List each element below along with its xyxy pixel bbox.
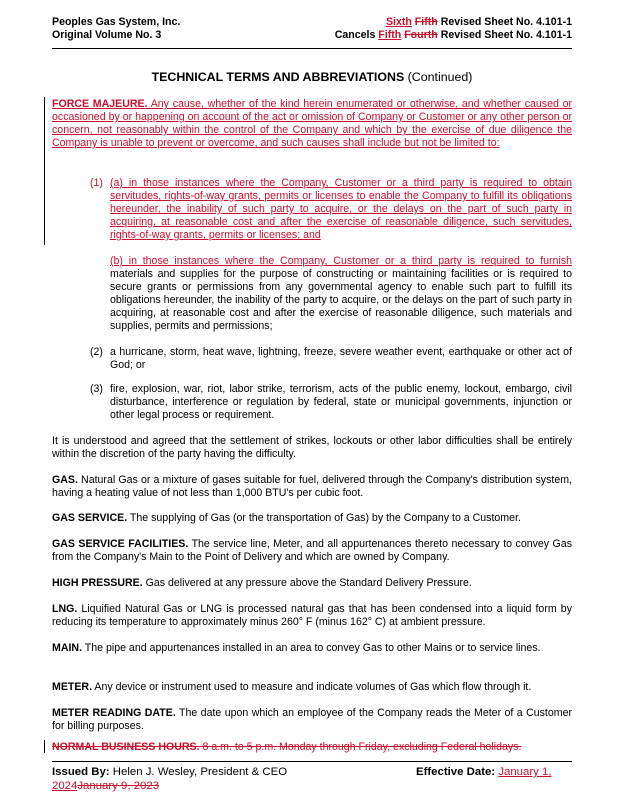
item-1-number: (1) bbox=[90, 177, 103, 189]
deleted-definition-normal-business-hours: NORMAL BUSINESS HOURS. 8 a.m. to 5 p.m. Monday through Friday, excluding Federal holidays. bbox=[52, 741, 522, 753]
item-3-text: fire, explosion, war, riot, labor strike, terrorism, acts of the public enemy, lockout, embargo, civil disturbance, interference or regulation by federal, state or municipal governments, injunction or other legal process or requirement. bbox=[110, 383, 572, 421]
effective-date: Effective Date: January 1, bbox=[416, 766, 552, 778]
item-1a-text: (a) in those instances where the Company, Customer or a third party is required to obtain servitudes, rights-of-way grants, permits or licenses to enable the Company to fulfill its obligations hereunder, the inability of such party to acquire, or the delays on the part of such party in acquiring, at reasonable cost and after the exercise of reasonable diligence, such servitudes, rights-of-way grants, permits or licenses; and bbox=[110, 177, 572, 241]
revision-bar bbox=[44, 740, 45, 753]
header-rule bbox=[52, 48, 572, 49]
item-1b-text: (b) in those instances where the Company, Customer or a third party is required to furnish materials and supplies for the purpose of constructing or maintaining facilities or is required to secure grants or permissions from any governmental agency to enable such part to fulfill its obligations hereunder, the inability of the party to acquire, or the delays on the part of such party in acquiring, at reasonable cost and after the exercise of reasonable diligence, such materials and supplies, permits and permissions; bbox=[110, 255, 572, 332]
revision-bar bbox=[44, 97, 45, 245]
sheet-deleted: Fifth bbox=[414, 16, 438, 28]
cancels-deleted: Fourth bbox=[404, 29, 438, 41]
effective-date-line2: 2024January 9, 2023 bbox=[52, 780, 160, 792]
company-name: Peoples Gas System, Inc. bbox=[52, 16, 181, 28]
sheet-number: Sixth Fifth Revised Sheet No. 4.101-1 bbox=[385, 16, 572, 28]
definition-meter: METER. Any device or instrument used to measure and indicate volumes of Gas which flow through it. bbox=[52, 681, 532, 693]
definition-gas-service: GAS SERVICE. The supplying of Gas (or the transportation of Gas) by the Company to a Customer. bbox=[52, 512, 521, 524]
issued-by: Issued By: Helen J. Wesley, President & CEO bbox=[52, 766, 288, 778]
volume-number: Original Volume No. 3 bbox=[52, 29, 162, 41]
header-right bbox=[335, 16, 572, 42]
footer-rule bbox=[52, 761, 572, 762]
definition-gas-service-facilities: GAS SERVICE FACILITIES. The service line, Meter, and all appurtenances thereto necessary to convey Gas from the Company's Main to the Point of Delivery and which are owned by Company. bbox=[52, 538, 572, 563]
force-majeure-paragraph: FORCE MAJEURE. Any cause, whether of the kind herein enumerated or otherwise, and whether caused or occasioned by or happening on account of the act or omission of Company or Customer or any other person or concern, not reasonably within the control of the Company and which by the exercise of due diligence the Company is unable to prevent or overcome, and such causes shall include but not be limited to: bbox=[52, 98, 573, 149]
definition-main: MAIN. The pipe and appurtenances installed in an area to convey Gas to other Mains or to service lines. bbox=[52, 642, 541, 654]
definition-gas: GAS. Natural Gas or a mixture of gases suitable for fuel, delivered through the Company's distribution system, having a heating value of not less than 1,000 BTU's per cubic foot. bbox=[52, 474, 572, 499]
item-2-number: (2) bbox=[90, 346, 103, 358]
force-majeure-closing: It is understood and agreed that the settlement of strikes, lockouts or other labor difficulties shall be entirely within the discretion of the party having the difficulty. bbox=[52, 435, 572, 460]
page-title: TECHNICAL TERMS AND ABBREVIATIONS (Continued) bbox=[151, 70, 473, 84]
definition-meter-reading-date: METER READING DATE. The date upon which an employee of the Company reads the Meter of a Customer for billing purposes. bbox=[52, 707, 573, 732]
cancels-sheet: Cancels Fifth Fourth Revised Sheet No. 4.101-1 bbox=[334, 29, 572, 41]
sheet-inserted: Sixth bbox=[385, 16, 412, 28]
item-2-text: a hurricane, storm, heat wave, lightning, freeze, severe weather event, earthquake or other act of God; or bbox=[110, 346, 572, 371]
definition-lng: LNG. Liquified Natural Gas or LNG is processed natural gas that has been condensed into a liquid form by reducing its temperature to approximately minus 260° F (minus 162° C) at ambient pressure. bbox=[52, 603, 572, 628]
item-3-number: (3) bbox=[90, 383, 103, 395]
definition-high-pressure: HIGH PRESSURE. Gas delivered at any pressure above the Standard Delivery Pressure. bbox=[52, 577, 472, 589]
header-left bbox=[52, 16, 180, 42]
cancels-inserted: Fifth bbox=[378, 29, 402, 41]
